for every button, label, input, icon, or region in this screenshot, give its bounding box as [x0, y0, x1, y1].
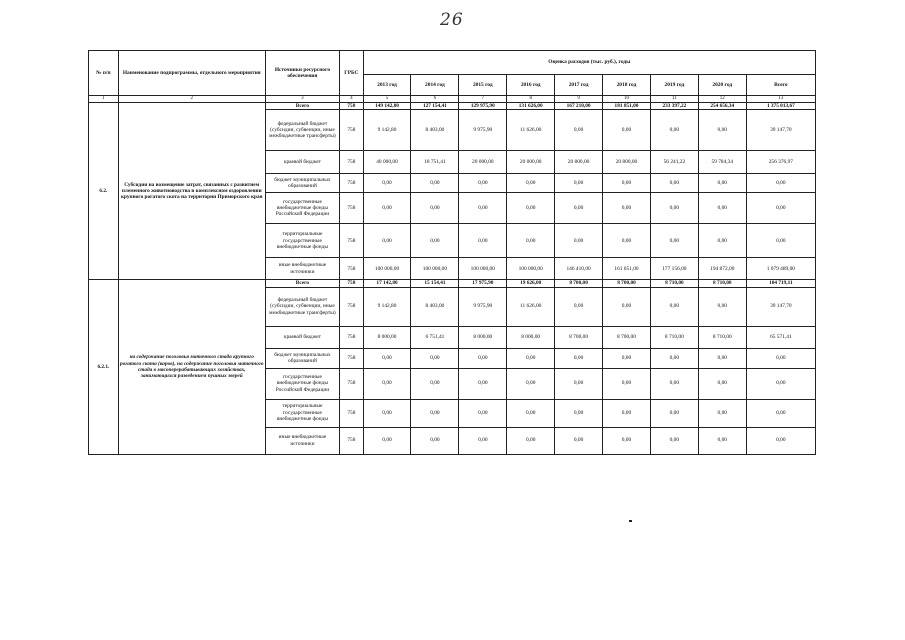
year-value: 0,00	[555, 110, 603, 151]
year-value: 8 710,00	[650, 326, 698, 348]
year-value: 19 626,00	[507, 280, 555, 287]
header-source: Источники ресурсного обеспечения	[265, 51, 340, 96]
total-value: 1 375 013,67	[746, 103, 815, 110]
total-value: 0,00	[746, 193, 815, 224]
header-estimate: Оценка расходов (тыс. руб.), годы	[363, 51, 815, 75]
year-value: 15 154,41	[411, 280, 459, 287]
header-year: 2014 год	[411, 75, 459, 96]
grbs-code: 758	[340, 326, 363, 348]
funding-source: государственные внебюджетные фонды Российской Федерации	[265, 368, 340, 399]
year-value: 9 142,80	[363, 287, 411, 326]
year-value: 0,00	[555, 399, 603, 427]
page-number: 26	[440, 10, 464, 30]
year-value: 0,00	[507, 427, 555, 454]
year-value: 0,00	[698, 399, 746, 427]
year-value: 8 700,00	[603, 326, 651, 348]
year-value: 0,00	[603, 368, 651, 399]
year-value: 0,00	[603, 287, 651, 326]
total-value: 0,00	[746, 399, 815, 427]
year-value: 8 403,00	[411, 110, 459, 151]
year-value: 8 710,00	[650, 280, 698, 287]
column-index: 3	[265, 96, 340, 103]
year-value: 0,00	[363, 174, 411, 193]
column-index: 10	[603, 96, 651, 103]
year-value: 0,00	[507, 348, 555, 368]
column-index: 11	[650, 96, 698, 103]
column-index: 6	[411, 96, 459, 103]
year-value: 0,00	[411, 193, 459, 224]
year-value: 0,00	[363, 193, 411, 224]
year-value: 17 975,90	[459, 280, 507, 287]
total-value: 1 079 489,00	[746, 258, 815, 280]
total-value: 104 719,11	[746, 280, 815, 287]
year-value: 161 051,00	[603, 258, 651, 280]
year-value: 167 210,00	[555, 103, 603, 110]
year-value: 0,00	[650, 287, 698, 326]
year-value: 0,00	[603, 110, 651, 151]
table-row	[89, 103, 816, 110]
year-value: 146 410,00	[555, 258, 603, 280]
year-value: 100 000,00	[411, 258, 459, 280]
grbs-code: 758	[340, 151, 363, 174]
grbs-code: 758	[340, 224, 363, 258]
total-value: 39 147,70	[746, 287, 815, 326]
scan-speck	[629, 520, 632, 522]
year-value: 20 000,00	[507, 151, 555, 174]
year-value: 0,00	[650, 193, 698, 224]
year-value: 0,00	[411, 348, 459, 368]
table-row	[89, 280, 816, 287]
year-value: 9 142,80	[363, 110, 411, 151]
year-value: 0,00	[363, 348, 411, 368]
funding-source: территориальные государственные внебюджетные фонды	[265, 399, 340, 427]
year-value: 8 710,00	[698, 280, 746, 287]
year-value: 0,00	[411, 399, 459, 427]
year-value: 0,00	[603, 224, 651, 258]
grbs-code: 758	[340, 174, 363, 193]
column-index-row	[89, 96, 816, 103]
year-value: 0,00	[459, 224, 507, 258]
year-value: 181 851,00	[603, 103, 651, 110]
funding-source: иные внебюджетные источники	[265, 258, 340, 280]
grbs-code: 758	[340, 258, 363, 280]
header-year: 2015 год	[459, 75, 507, 96]
year-value: 9 975,90	[459, 287, 507, 326]
year-value: 9 975,90	[459, 110, 507, 151]
column-index: 1	[89, 96, 119, 103]
year-value: 0,00	[411, 368, 459, 399]
year-value: 8 403,00	[411, 287, 459, 326]
funding-source: Всего	[265, 280, 340, 287]
year-value: 8 000,00	[507, 326, 555, 348]
year-value: 0,00	[555, 348, 603, 368]
column-index: 7	[459, 96, 507, 103]
year-value: 0,00	[507, 224, 555, 258]
year-value: 0,00	[698, 427, 746, 454]
header-num: № п/п	[89, 51, 119, 96]
year-value: 0,00	[411, 224, 459, 258]
year-value: 0,00	[507, 174, 555, 193]
year-value: 20 800,00	[555, 151, 603, 174]
year-value: 131 626,00	[507, 103, 555, 110]
year-value: 8 700,00	[555, 280, 603, 287]
total-value: 39 147,70	[746, 110, 815, 151]
grbs-code: 758	[340, 427, 363, 454]
year-value: 0,00	[555, 427, 603, 454]
year-value: 0,00	[459, 399, 507, 427]
year-value: 0,00	[698, 110, 746, 151]
funding-source: иные внебюджетные источники	[265, 427, 340, 454]
grbs-code: 758	[340, 368, 363, 399]
year-value: 0,00	[555, 368, 603, 399]
header-year: Всего	[746, 75, 815, 96]
block-name: Субсидии на возмещение затрат, связанных с развитием племенного животноводства в комплексном оздоровлении крупного рогатого скота на территории Приморского края	[118, 103, 265, 280]
column-index: 9	[555, 96, 603, 103]
funding-source: территориальные государственные внебюджетные фонды	[265, 224, 340, 258]
funding-source: Всего	[265, 103, 340, 110]
year-value: 0,00	[507, 368, 555, 399]
total-value: 0,00	[746, 427, 815, 454]
grbs-code: 758	[340, 399, 363, 427]
year-value: 0,00	[459, 193, 507, 224]
year-value: 0,00	[363, 224, 411, 258]
year-value: 0,00	[459, 368, 507, 399]
total-value: 0,00	[746, 174, 815, 193]
year-value: 0,00	[459, 174, 507, 193]
year-value: 177 156,00	[650, 258, 698, 280]
header-year: 2013 год	[363, 75, 411, 96]
year-value: 40 000,00	[363, 151, 411, 174]
year-value: 0,00	[411, 427, 459, 454]
grbs-code: 758	[340, 287, 363, 326]
year-value: 0,00	[650, 174, 698, 193]
year-value: 0,00	[363, 368, 411, 399]
grbs-code: 758	[340, 348, 363, 368]
year-value: 0,00	[363, 399, 411, 427]
year-value: 194 872,00	[698, 258, 746, 280]
year-value: 0,00	[555, 287, 603, 326]
total-value: 0,00	[746, 368, 815, 399]
funding-source: краевой бюджет	[265, 326, 340, 348]
header-name: Наименование подпрограммы, отдельного мероприятия	[118, 51, 265, 96]
header-row	[89, 51, 816, 75]
header-grbs: ГРБС	[340, 51, 363, 96]
grbs-code: 758	[340, 110, 363, 151]
block-number: 6.2.	[89, 103, 119, 280]
year-value: 0,00	[650, 110, 698, 151]
year-value: 0,00	[650, 368, 698, 399]
year-value: 0,00	[698, 368, 746, 399]
year-value: 17 142,80	[363, 280, 411, 287]
year-value: 0,00	[650, 427, 698, 454]
column-index: 12	[698, 96, 746, 103]
year-value: 149 142,80	[363, 103, 411, 110]
year-value: 8 000,00	[459, 326, 507, 348]
year-value: 11 626,00	[507, 110, 555, 151]
header-year: 2018 год	[603, 75, 651, 96]
total-value: 0,00	[746, 348, 815, 368]
year-value: 6 751,41	[411, 326, 459, 348]
year-value: 0,00	[363, 427, 411, 454]
total-value: 256 376,97	[746, 151, 815, 174]
year-value: 0,00	[459, 348, 507, 368]
year-value: 0,00	[603, 174, 651, 193]
year-value: 0,00	[555, 224, 603, 258]
year-value: 8 000,00	[363, 326, 411, 348]
year-value: 0,00	[650, 399, 698, 427]
column-index: 13	[746, 96, 815, 103]
funding-source: бюджет муниципальных образований	[265, 348, 340, 368]
year-value: 0,00	[411, 174, 459, 193]
year-value: 0,00	[698, 287, 746, 326]
header-year: 2019 год	[650, 75, 698, 96]
year-value: 100 000,00	[363, 258, 411, 280]
funding-source: государственные внебюджетные фонды Российской Федерации	[265, 193, 340, 224]
year-value: 8 700,00	[603, 280, 651, 287]
grbs-code: 758	[340, 280, 363, 287]
year-value: 59 784,34	[698, 151, 746, 174]
total-value: 0,00	[746, 224, 815, 258]
header-year: 2017 год	[555, 75, 603, 96]
year-value: 11 626,00	[507, 287, 555, 326]
year-value: 129 975,90	[459, 103, 507, 110]
block-name: на содержание поголовья маточного стада крупного рогатого скота (коров), на содержание поголовья маточного стада в мясоперерабатывающих хозяйствах, занимающихся разведением пушных зверей	[118, 280, 265, 454]
column-index: 4	[340, 96, 363, 103]
year-value: 8 710,00	[698, 326, 746, 348]
year-value: 0,00	[698, 224, 746, 258]
year-value: 0,00	[459, 427, 507, 454]
grbs-code: 758	[340, 103, 363, 110]
year-value: 56 241,22	[650, 151, 698, 174]
year-value: 8 700,00	[555, 326, 603, 348]
total-value: 65 571,41	[746, 326, 815, 348]
year-value: 0,00	[555, 193, 603, 224]
year-value: 18 751,41	[411, 151, 459, 174]
funding-source: бюджет муниципальных образований	[265, 174, 340, 193]
funding-source: федеральный бюджет (субсидии, субвенции, иные межбюджетные трансферты)	[265, 287, 340, 326]
year-value: 100 000,00	[459, 258, 507, 280]
year-value: 0,00	[507, 193, 555, 224]
year-value: 0,00	[603, 348, 651, 368]
year-value: 0,00	[698, 348, 746, 368]
grbs-code: 758	[340, 193, 363, 224]
year-value: 0,00	[698, 193, 746, 224]
year-value: 0,00	[507, 399, 555, 427]
year-value: 100 000,00	[507, 258, 555, 280]
year-value: 0,00	[603, 399, 651, 427]
column-index: 2	[118, 96, 265, 103]
header-year: 2016 год	[507, 75, 555, 96]
year-value: 0,00	[650, 224, 698, 258]
header-year: 2020 год	[698, 75, 746, 96]
year-value: 20 800,00	[603, 151, 651, 174]
year-value: 20 000,00	[459, 151, 507, 174]
year-value: 0,00	[650, 348, 698, 368]
year-value: 127 154,41	[411, 103, 459, 110]
budget-table	[88, 50, 816, 455]
year-value: 0,00	[603, 193, 651, 224]
year-value: 0,00	[603, 427, 651, 454]
year-value: 0,00	[698, 174, 746, 193]
year-value: 233 397,22	[650, 103, 698, 110]
funding-source: федеральный бюджет (субсидии, субвенции, иные межбюджетные трансферты)	[265, 110, 340, 151]
year-value: 254 656,34	[698, 103, 746, 110]
block-number: 6.2.1.	[89, 280, 119, 454]
year-value: 0,00	[555, 174, 603, 193]
column-index: 8	[507, 96, 555, 103]
column-index: 5	[363, 96, 411, 103]
funding-source: краевой бюджет	[265, 151, 340, 174]
